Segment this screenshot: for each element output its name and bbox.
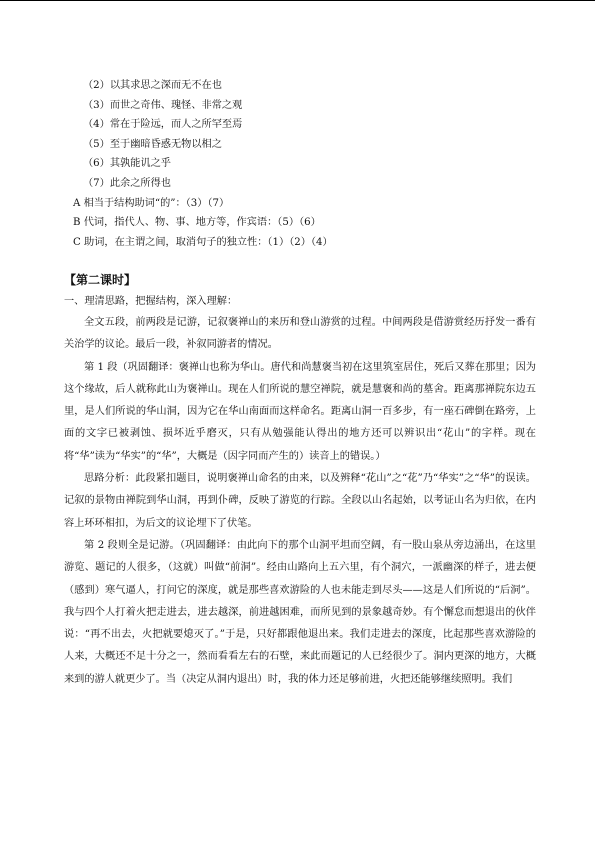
header-rule	[0, 0, 595, 1]
option-b: B 代词，指代人、物、事、地方等，作宾语：（5）（6）	[73, 217, 321, 229]
list-item: （2）以其求思之深而无不在也	[83, 80, 222, 91]
paragraph-section-2-translation: 第 2 段则全是记游。（巩固翻译：由此向下的那个山洞平坦而空阔，有一股山泉从旁边涌出，在这里游览、题记的人很多，（这就）叫做“前洞”。经由山路向上五六里，有个洞穴，一派幽深的样子，进去便（感到）寒气逼人，打问它的深度，就是那些喜欢游险的人也未能走到尽头——这是人们所说的“后洞”。我与四个人打着火把走进去，进去越深，前进越困难，而所见到的景象越奇妙。有个懈怠而想退出的伙伴说：“再不出去，火把就要熄灭了。”于是，只好都跟他退出来。我们走进去的深度，比起那些喜欢游险的人来，大概还不足十分之一，然而看看左右的石壁，来此而题记的人已经很少了。洞内更深的地方，大概来到的游人就更少了。当（决定从洞内退出）时，我的体力还足够前进，火把还能够继续照明。我们	[64, 539, 536, 685]
list-item: （3）而世之奇伟、瑰怪、非常之观	[83, 99, 243, 111]
numbered-sentence-list	[64, 76, 536, 194]
answer-options	[64, 194, 536, 253]
document-body	[64, 76, 536, 691]
section-title: 【第二课时】	[64, 273, 137, 288]
section-subtitle: 一、理清思路，把握结构，深入理解：	[64, 296, 238, 308]
paragraph-overview: 全文五段，前两段是记游，记叙褒禅山的来历和登山游赏的过程。中间两段是借游赏经历抒发一番有关治学的议论。最后一段，补叙同游者的情况。	[64, 316, 536, 351]
list-item: （5）至于幽暗昏惑无物以相之	[83, 138, 222, 150]
option-a: A 相当于结构助词“的”：（3）（7）	[73, 197, 230, 209]
list-item: （7）此余之所得也	[83, 177, 171, 189]
paragraph-section-1-translation: 第 1 段（巩固翻译：褒禅山也称为华山。唐代和尚慧褒当初在这里筑室居住，死后又葬在那里；因为这个缘故，后人就称此山为褒禅山。现在人们所说的慧空禅院，就是慧褒和尚的墓舍。距离那禅院东边五里，是人们所说的华山洞，因为它在华山南面而这样命名。距离山洞一百多步，有一座石碑倒在路旁，上面的文字已被剥蚀、损坏近乎磨灭，只有从勉强能认得出的地方还可以辨识出“花山”的字样。现在将“华”读为“华实”的“华”，大概是（因字同而产生的）读音上的错误。）	[64, 361, 536, 462]
list-item: （6）其孰能讥之乎	[83, 158, 171, 170]
list-item: （4）常在于险远，而人之所罕至焉	[83, 119, 243, 131]
option-c: C 助词，在主谓之间，取消句子的独立性：（1）（2）（4）	[73, 236, 333, 248]
paragraph-section-1-analysis: 思路分析：此段紧扣题目，说明褒禅山命名的由来，以及辨释“花山”之“花”乃“华实”之“华”的误读。记叙的景物由禅院到华山洞，再到仆碑，反映了游览的行踪。全段以山名起始，以考证山名为归依，在内容上环环相扣，为后文的议论埋下了伏笔。	[64, 473, 536, 529]
